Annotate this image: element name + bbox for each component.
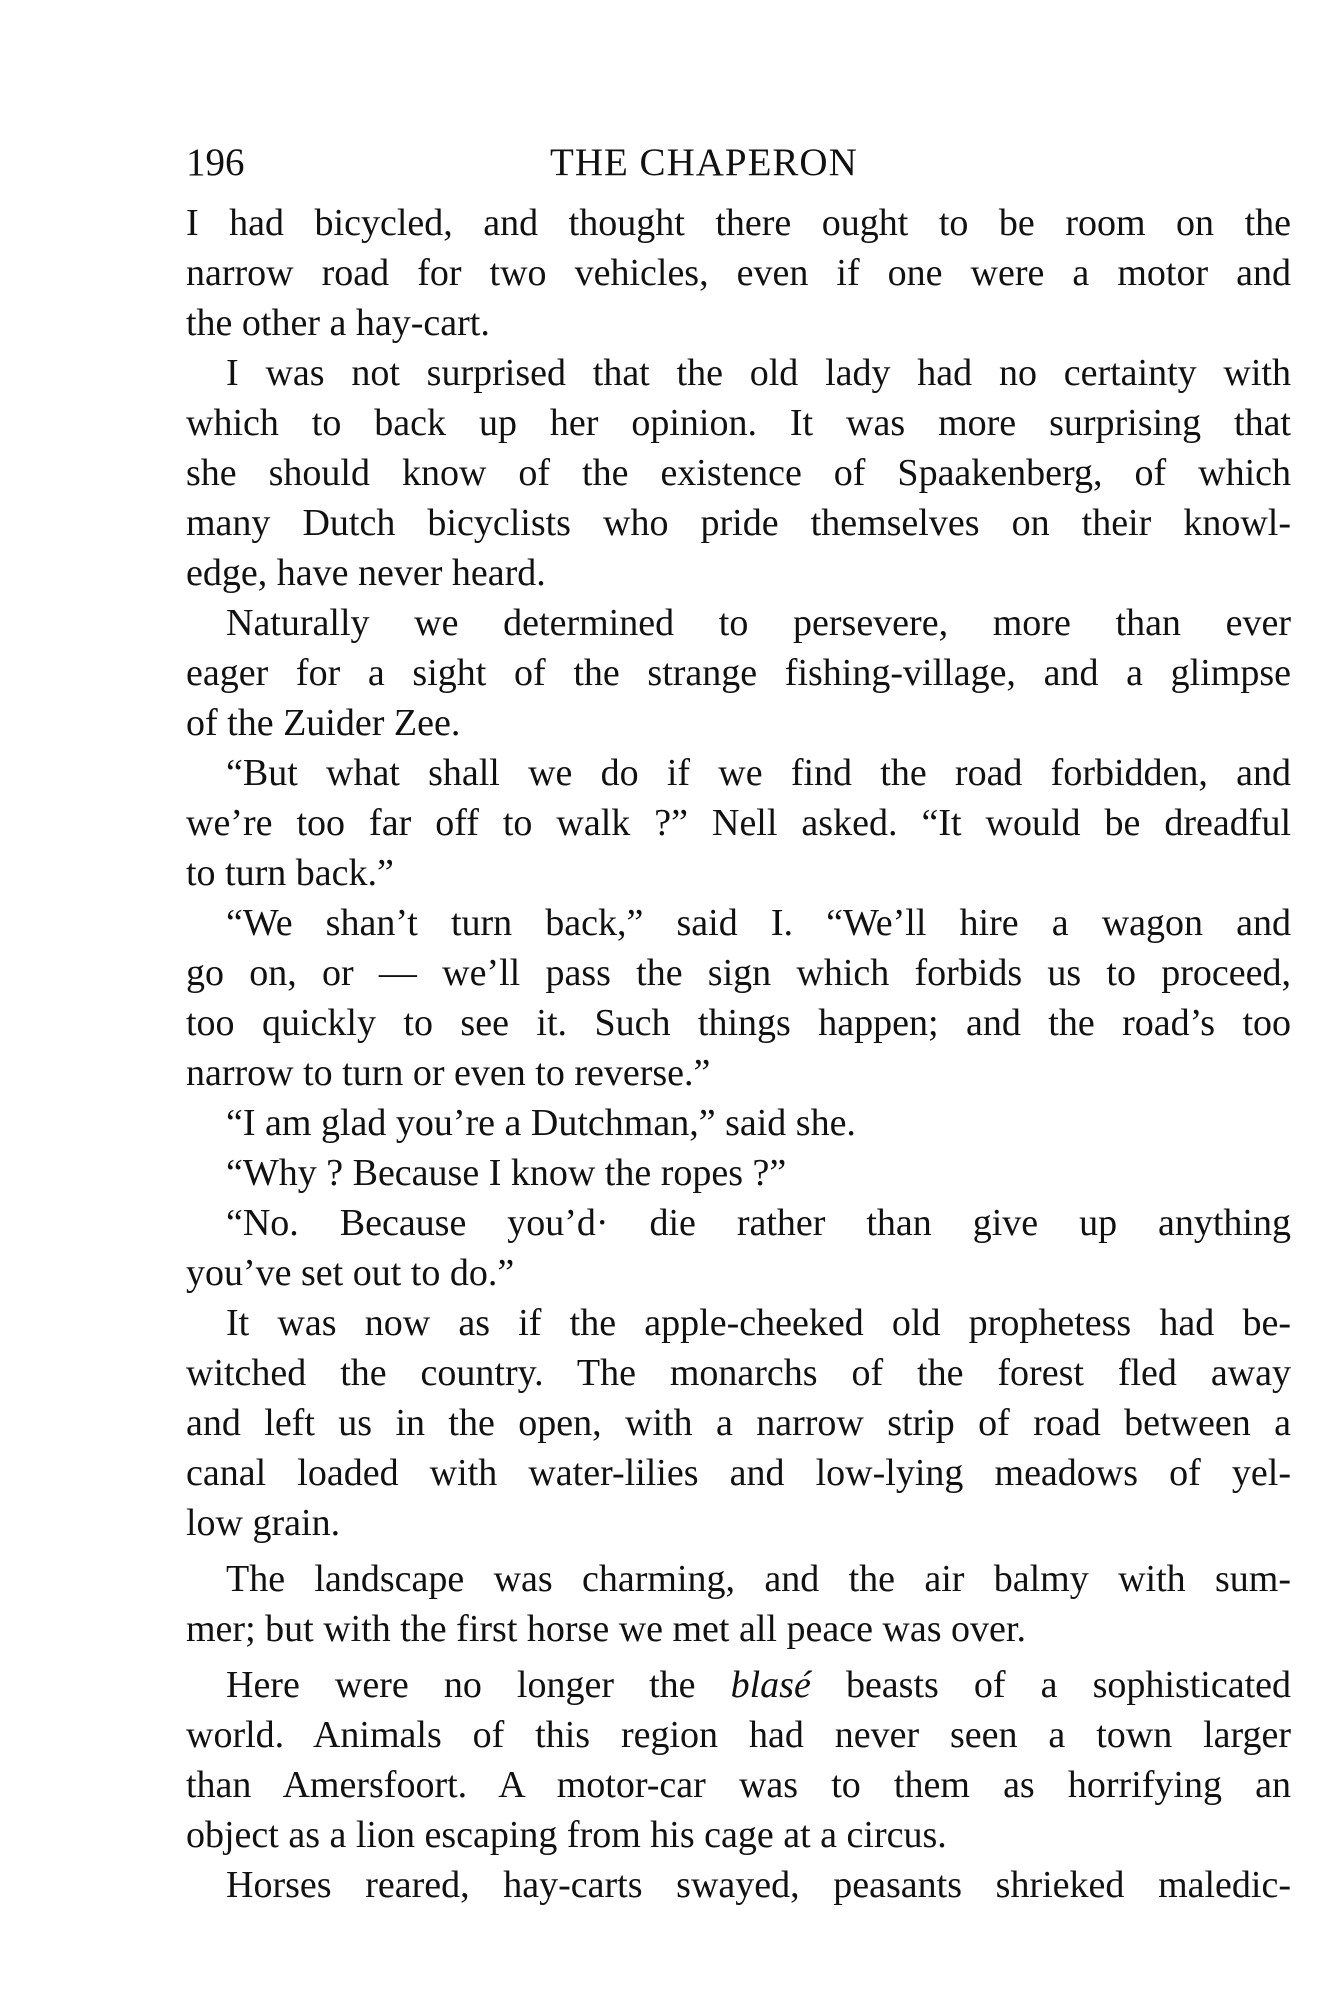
italic-word: blasé xyxy=(730,1664,811,1706)
text-line: object as a lion escaping from his cage at a circus. xyxy=(186,1814,947,1856)
text-line: witched the country. The monarchs of the forest fled away xyxy=(186,1352,1291,1394)
text-line: canal loaded with water-lilies and low-lying meadows of yel- xyxy=(186,1452,1291,1494)
paragraph-first-line: I was not surprised that the old lady had no certainty with xyxy=(226,352,1291,394)
text-line: she should know of the existence of Spaakenberg, of which xyxy=(186,452,1291,494)
paragraph-first-line: “We shan’t turn back,” said I. “We’ll hire a wagon and xyxy=(226,902,1291,944)
paragraph-first-line: “Why ? Because I know the ropes ?” xyxy=(226,1152,787,1194)
text-segment: beasts of a sophisticated xyxy=(845,1664,1291,1706)
paragraph-first-line xyxy=(186,1660,1291,1710)
text-line: I had bicycled, and thought there ought to be room on the xyxy=(186,202,1291,244)
page-number: 196 xyxy=(186,141,245,184)
paragraph-first-line: Naturally we determined to persevere, more than ever xyxy=(226,602,1291,644)
text-line: narrow to turn or even to reverse.” xyxy=(186,1052,711,1094)
text-line: world. Animals of this region had never seen a town larger xyxy=(186,1714,1291,1756)
text-line: low grain. xyxy=(186,1502,341,1544)
text-line: we’re too far off to walk ?” Nell asked. “It would be dreadful xyxy=(186,802,1291,844)
text-line: eager for a sight of the strange fishing-village, and a glimpse xyxy=(186,652,1291,694)
text-line: and left us in the open, with a narrow strip of road between a xyxy=(186,1402,1291,1444)
text-segment: Here were no longer the xyxy=(226,1664,696,1706)
text-line: narrow road for two vehicles, even if one were a motor and xyxy=(186,252,1291,294)
paragraph-first-line: “No. Because you’d· die rather than give up anything xyxy=(226,1202,1291,1244)
paragraph-first-line: It was now as if the apple-cheeked old prophetess had be- xyxy=(226,1302,1291,1344)
text-line: you’ve set out to do.” xyxy=(186,1252,515,1294)
text-line: the other a hay-cart. xyxy=(186,302,490,344)
running-head: THE CHAPERON xyxy=(550,141,858,184)
paragraph-first-line: “I am glad you’re a Dutchman,” said she. xyxy=(226,1102,856,1144)
page-header xyxy=(186,138,1286,188)
text-line: mer; but with the first horse we met all peace was over. xyxy=(186,1608,1026,1650)
text-line: which to back up her opinion. It was more surprising that xyxy=(186,402,1291,444)
text-line: edge, have never heard. xyxy=(186,552,546,594)
paragraph-first-line: Horses reared, hay-carts swayed, peasants shrieked maledic- xyxy=(226,1864,1291,1906)
text-line: too quickly to see it. Such things happen; and the road’s too xyxy=(186,1002,1291,1044)
paragraph-first-line: “But what shall we do if we find the road forbidden, and xyxy=(226,752,1291,794)
text-line: than Amersfoort. A motor-car was to them as horrifying an xyxy=(186,1764,1291,1806)
paragraph-first-line: The landscape was charming, and the air balmy with sum- xyxy=(226,1558,1291,1600)
text-line: to turn back.” xyxy=(186,852,394,894)
text-line: of the Zuider Zee. xyxy=(186,702,461,744)
text-line: go on, or — we’ll pass the sign which forbids us to proceed, xyxy=(186,952,1291,994)
body-text xyxy=(186,198,1291,1910)
text-line: many Dutch bicyclists who pride themselves on their knowl- xyxy=(186,502,1291,544)
